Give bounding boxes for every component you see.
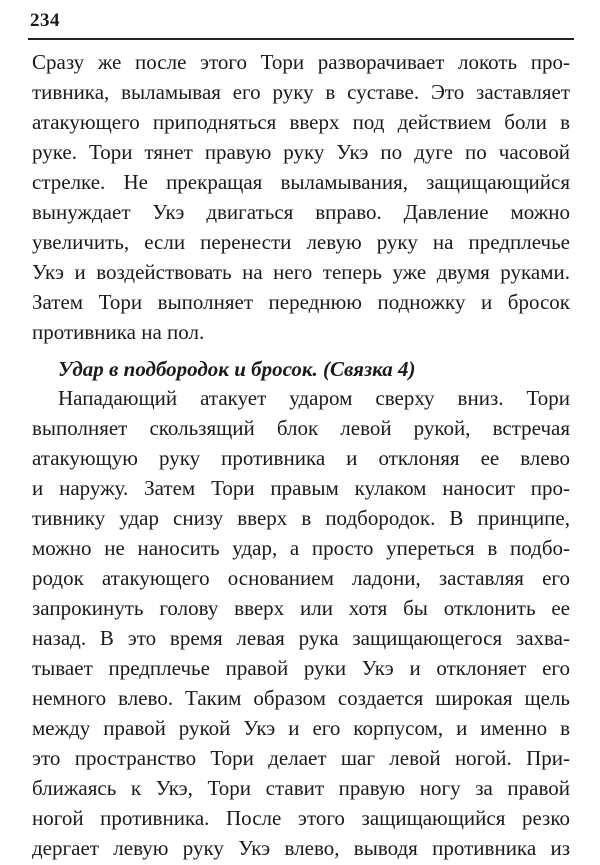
text-line: тивника, выламывая его руку в суставе. Это заставляет — [32, 80, 570, 104]
text-line: стрелке. Не прекращая выламывания, защищающийся — [32, 170, 570, 194]
text-line: между правой рукой Укэ и его корпусом, и именно в — [32, 716, 570, 740]
paragraph-1 — [32, 47, 570, 347]
text-line: Укэ и воздействовать на него теперь уже двумя руками. — [32, 260, 570, 284]
text-line: выполняет скользящий блок левой рукой, встречая — [32, 416, 570, 440]
text-line: немного влево. Таким образом создается широкая щель — [32, 686, 570, 710]
text-line: ногой противника. После этого защищающийся резко — [32, 806, 570, 830]
text-line: Нападающий атакует ударом сверху вниз. Тори — [58, 386, 570, 410]
text-line: ближаясь к Укэ, Тори ставит правую ногу за правой — [32, 776, 570, 800]
text-line: Затем Тори выполняет переднюю подножку и бросок — [32, 290, 570, 314]
text-line: атакующую руку противника и отклоняя ее влево — [32, 446, 570, 470]
header-rule — [28, 38, 574, 40]
text-line: атакующего приподняться вверх под действием боли в — [32, 110, 570, 134]
text-line: запрокинуть голову вверх или хотя бы отклонить ее — [32, 596, 570, 620]
text-line: это пространство Тори делает шаг левой ногой. При- — [32, 746, 570, 770]
text-line: противника на пол. — [32, 320, 205, 344]
section-heading: Удар в подбородок и бросок. (Связка 4) — [58, 357, 416, 381]
text-line: можно не наносить удар, а просто упереться в подбо- — [32, 536, 570, 560]
text-line: дергает левую руку Укэ влево, выводя противника из — [32, 836, 570, 860]
text-line: тивнику удар снизу вверх в подбородок. В принципе, — [32, 506, 570, 530]
text-line: Сразу же после этого Тори разворачивает локоть про- — [32, 50, 570, 74]
text-line: тывает предплечье правой руки Укэ и отклоняет его — [32, 656, 570, 680]
text-line: увеличить, если перенести левую руку на предплечье — [32, 230, 570, 254]
text-line: руке. Тори тянет правую руку Укэ по дуге по часовой — [32, 140, 570, 164]
text-line: вынуждает Укэ двигаться вправо. Давление можно — [32, 200, 570, 224]
text-line: и наружу. Затем Тори правым кулаком наносит про- — [32, 476, 570, 500]
text-line: родок атакующего основанием ладони, заставляя его — [32, 566, 570, 590]
paragraph-2 — [32, 383, 570, 863]
text-line: назад. В это время левая рука защищающегося захва- — [32, 626, 570, 650]
page-number: 234 — [30, 10, 60, 31]
